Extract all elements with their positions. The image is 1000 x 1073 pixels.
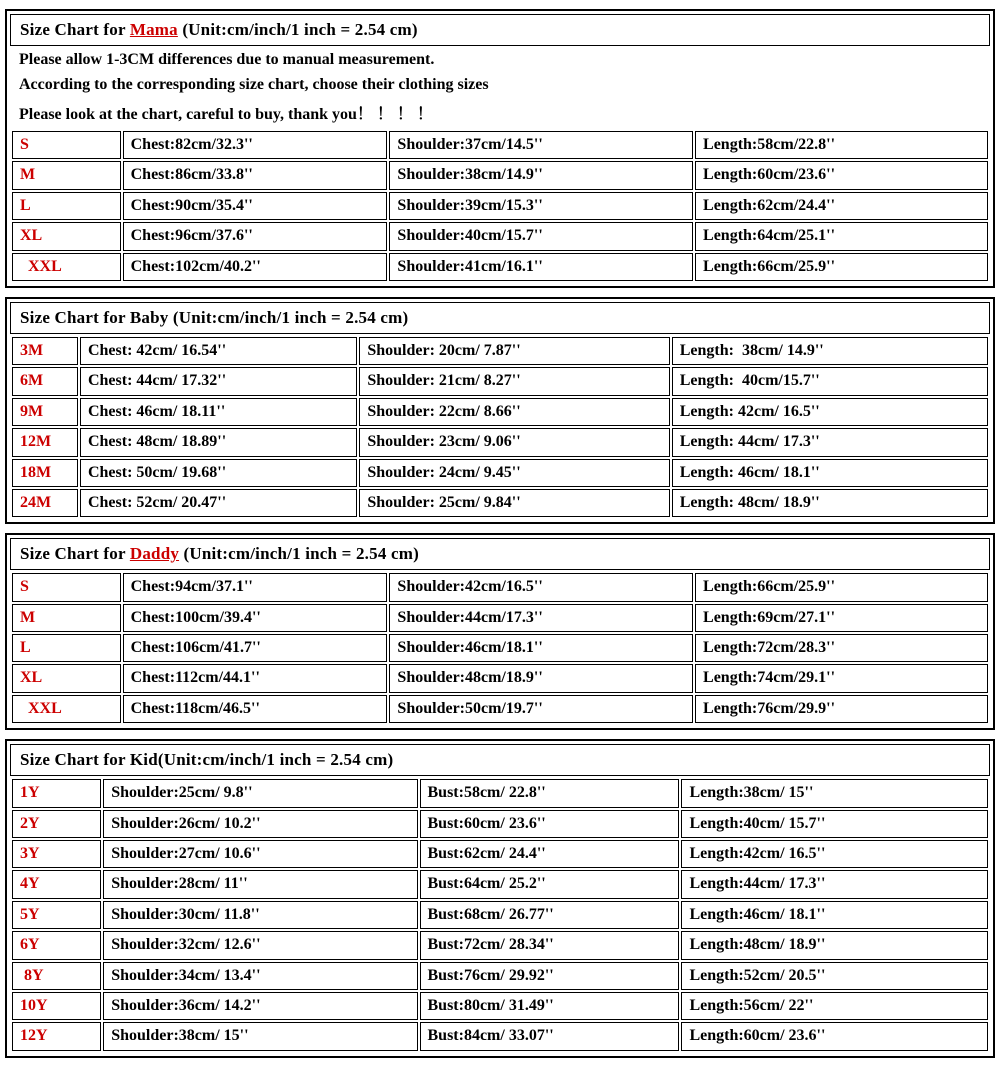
table-row (12, 131, 988, 159)
shoulder-cell: Shoulder:26cm/ 10.2'' (103, 810, 417, 838)
section-title-daddy (10, 538, 990, 570)
length-cell: Length:76cm/29.9'' (695, 695, 988, 723)
chest-cell: Chest:90cm/35.4'' (123, 192, 388, 220)
table-row (12, 901, 988, 929)
length-cell: Length:48cm/ 18.9'' (681, 931, 988, 959)
table-row (12, 192, 988, 220)
section-title-kid: Size Chart for Kid(Unit:cm/inch/1 inch = 2.54 cm) (10, 744, 990, 776)
chest-cell: Chest: 52cm/ 20.47'' (80, 489, 357, 517)
length-cell: Length:46cm/ 18.1'' (681, 901, 988, 929)
bust-cell: Bust:58cm/ 22.8'' (420, 779, 680, 807)
size-chart-section-kid (5, 739, 995, 1058)
size-cell: 12Y (12, 1022, 101, 1050)
length-cell: Length: 46cm/ 18.1'' (672, 459, 988, 487)
shoulder-cell: Shoulder:37cm/14.5'' (389, 131, 693, 159)
shoulder-cell: Shoulder: 22cm/ 8.66'' (359, 398, 669, 426)
size-cell: 3Y (12, 840, 101, 868)
length-cell: Length: 48cm/ 18.9'' (672, 489, 988, 517)
length-cell: Length:58cm/22.8'' (695, 131, 988, 159)
table-row (12, 992, 988, 1020)
table-row (12, 489, 988, 517)
table-row (12, 604, 988, 632)
shoulder-cell: Shoulder:36cm/ 14.2'' (103, 992, 417, 1020)
size-cell: 3M (12, 337, 78, 365)
length-cell: Length:62cm/24.4'' (695, 192, 988, 220)
length-cell: Length:66cm/25.9'' (695, 573, 988, 601)
shoulder-cell: Shoulder:50cm/19.7'' (389, 695, 693, 723)
table-row (12, 695, 988, 723)
size-cell: L (12, 634, 121, 662)
bust-cell: Bust:72cm/ 28.34'' (420, 931, 680, 959)
length-cell: Length:44cm/ 17.3'' (681, 870, 988, 898)
table-row (12, 573, 988, 601)
chest-cell: Chest:82cm/32.3'' (123, 131, 388, 159)
table-row (12, 398, 988, 426)
size-cell: S (12, 573, 121, 601)
table-row (12, 931, 988, 959)
chest-cell: Chest: 50cm/ 19.68'' (80, 459, 357, 487)
length-cell: Length:56cm/ 22'' (681, 992, 988, 1020)
size-cell: M (12, 604, 121, 632)
shoulder-cell: Shoulder:34cm/ 13.4'' (103, 962, 417, 990)
size-cell: 10Y (12, 992, 101, 1020)
length-cell: Length:42cm/ 16.5'' (681, 840, 988, 868)
size-cell: XXL (12, 695, 121, 723)
length-cell: Length:72cm/28.3'' (695, 634, 988, 662)
table-row (12, 459, 988, 487)
shoulder-cell: Shoulder:32cm/ 12.6'' (103, 931, 417, 959)
size-chart-section-mama (5, 9, 995, 288)
size-cell: 1Y (12, 779, 101, 807)
kid-size-table (10, 777, 990, 1053)
shoulder-cell: Shoulder:38cm/14.9'' (389, 161, 693, 189)
measurement-notes (10, 46, 990, 128)
table-row (12, 428, 988, 456)
shoulder-cell: Shoulder:46cm/18.1'' (389, 634, 693, 662)
section-title-mama (10, 14, 990, 46)
daddy-size-table (10, 571, 990, 725)
size-cell: 6Y (12, 931, 101, 959)
title-suffix: (Unit:cm/inch/1 inch = 2.54 cm) (179, 544, 419, 564)
size-cell: L (12, 192, 121, 220)
shoulder-cell: Shoulder: 20cm/ 7.87'' (359, 337, 669, 365)
shoulder-cell: Shoulder:30cm/ 11.8'' (103, 901, 417, 929)
size-cell: 4Y (12, 870, 101, 898)
shoulder-cell: Shoulder: 25cm/ 9.84'' (359, 489, 669, 517)
size-cell: XL (12, 222, 121, 250)
size-chart-section-daddy (5, 533, 995, 730)
shoulder-cell: Shoulder:44cm/17.3'' (389, 604, 693, 632)
size-cell: 5Y (12, 901, 101, 929)
note-line: Please look at the chart, careful to buy, thank you！ ！ ！ ！ (19, 106, 433, 123)
bust-cell: Bust:76cm/ 29.92'' (420, 962, 680, 990)
table-row (12, 840, 988, 868)
table-row (12, 337, 988, 365)
bust-cell: Bust:68cm/ 26.77'' (420, 901, 680, 929)
length-cell: Length:74cm/29.1'' (695, 664, 988, 692)
table-row (12, 161, 988, 189)
size-cell: 24M (12, 489, 78, 517)
table-row (12, 870, 988, 898)
shoulder-cell: Shoulder:27cm/ 10.6'' (103, 840, 417, 868)
length-cell: Length:66cm/25.9'' (695, 253, 988, 281)
bust-cell: Bust:60cm/ 23.6'' (420, 810, 680, 838)
shoulder-cell: Shoulder:42cm/16.5'' (389, 573, 693, 601)
chest-cell: Chest:106cm/41.7'' (123, 634, 388, 662)
chest-cell: Chest:86cm/33.8'' (123, 161, 388, 189)
chest-cell: Chest: 42cm/ 16.54'' (80, 337, 357, 365)
chest-cell: Chest:100cm/39.4'' (123, 604, 388, 632)
title-suffix: (Unit:cm/inch/1 inch = 2.54 cm) (177, 20, 418, 39)
shoulder-cell: Shoulder: 24cm/ 9.45'' (359, 459, 669, 487)
size-cell: 6M (12, 367, 78, 395)
title-name-daddy: Daddy (129, 544, 180, 564)
mama-size-table (10, 129, 990, 283)
length-cell: Length: 44cm/ 17.3'' (672, 428, 988, 456)
size-cell: 12M (12, 428, 78, 456)
length-cell: Length: 40cm/15.7'' (672, 367, 988, 395)
length-cell: Length:60cm/23.6'' (695, 161, 988, 189)
table-row (12, 779, 988, 807)
title-name-mama: Mama (129, 20, 178, 39)
length-cell: Length: 42cm/ 16.5'' (672, 398, 988, 426)
chest-cell: Chest: 46cm/ 18.11'' (80, 398, 357, 426)
length-cell: Length:64cm/25.1'' (695, 222, 988, 250)
section-title-baby: Size Chart for Baby (Unit:cm/inch/1 inch = 2.54 cm) (10, 302, 990, 334)
size-cell: M (12, 161, 121, 189)
note-line: Please allow 1-3CM differences due to manual measurement. (19, 51, 435, 68)
shoulder-cell: Shoulder:28cm/ 11'' (103, 870, 417, 898)
length-cell: Length:52cm/ 20.5'' (681, 962, 988, 990)
size-cell: XL (12, 664, 121, 692)
chest-cell: Chest:96cm/37.6'' (123, 222, 388, 250)
bust-cell: Bust:80cm/ 31.49'' (420, 992, 680, 1020)
baby-size-table (10, 335, 990, 519)
size-cell: 8Y (12, 962, 101, 990)
size-cell: 2Y (12, 810, 101, 838)
table-row (12, 222, 988, 250)
chest-cell: Chest: 48cm/ 18.89'' (80, 428, 357, 456)
chest-cell: Chest: 44cm/ 17.32'' (80, 367, 357, 395)
title-prefix: Size Chart for (20, 544, 130, 564)
length-cell: Length:69cm/27.1'' (695, 604, 988, 632)
size-cell: XXL (12, 253, 121, 281)
size-chart-section-baby (5, 297, 995, 524)
shoulder-cell: Shoulder:48cm/18.9'' (389, 664, 693, 692)
length-cell: Length: 38cm/ 14.9'' (672, 337, 988, 365)
length-cell: Length:38cm/ 15'' (681, 779, 988, 807)
shoulder-cell: Shoulder:41cm/16.1'' (389, 253, 693, 281)
table-row (12, 962, 988, 990)
table-row (12, 810, 988, 838)
bust-cell: Bust:64cm/ 25.2'' (420, 870, 680, 898)
shoulder-cell: Shoulder:25cm/ 9.8'' (103, 779, 417, 807)
table-row (12, 634, 988, 662)
bust-cell: Bust:62cm/ 24.4'' (420, 840, 680, 868)
shoulder-cell: Shoulder: 23cm/ 9.06'' (359, 428, 669, 456)
size-cell: S (12, 131, 121, 159)
note-line: According to the corresponding size chart, choose their clothing sizes (19, 76, 489, 93)
table-row (12, 367, 988, 395)
table-row (12, 1022, 988, 1050)
chest-cell: Chest:118cm/46.5'' (123, 695, 388, 723)
length-cell: Length:60cm/ 23.6'' (681, 1022, 988, 1050)
table-row (12, 664, 988, 692)
shoulder-cell: Shoulder:39cm/15.3'' (389, 192, 693, 220)
chest-cell: Chest:112cm/44.1'' (123, 664, 388, 692)
size-cell: 18M (12, 459, 78, 487)
size-cell: 9M (12, 398, 78, 426)
shoulder-cell: Shoulder:38cm/ 15'' (103, 1022, 417, 1050)
bust-cell: Bust:84cm/ 33.07'' (420, 1022, 680, 1050)
title-prefix: Size Chart for (20, 20, 130, 39)
shoulder-cell: Shoulder: 21cm/ 8.27'' (359, 367, 669, 395)
shoulder-cell: Shoulder:40cm/15.7'' (389, 222, 693, 250)
chest-cell: Chest:102cm/40.2'' (123, 253, 388, 281)
length-cell: Length:40cm/ 15.7'' (681, 810, 988, 838)
chest-cell: Chest:94cm/37.1'' (123, 573, 388, 601)
table-row (12, 253, 988, 281)
